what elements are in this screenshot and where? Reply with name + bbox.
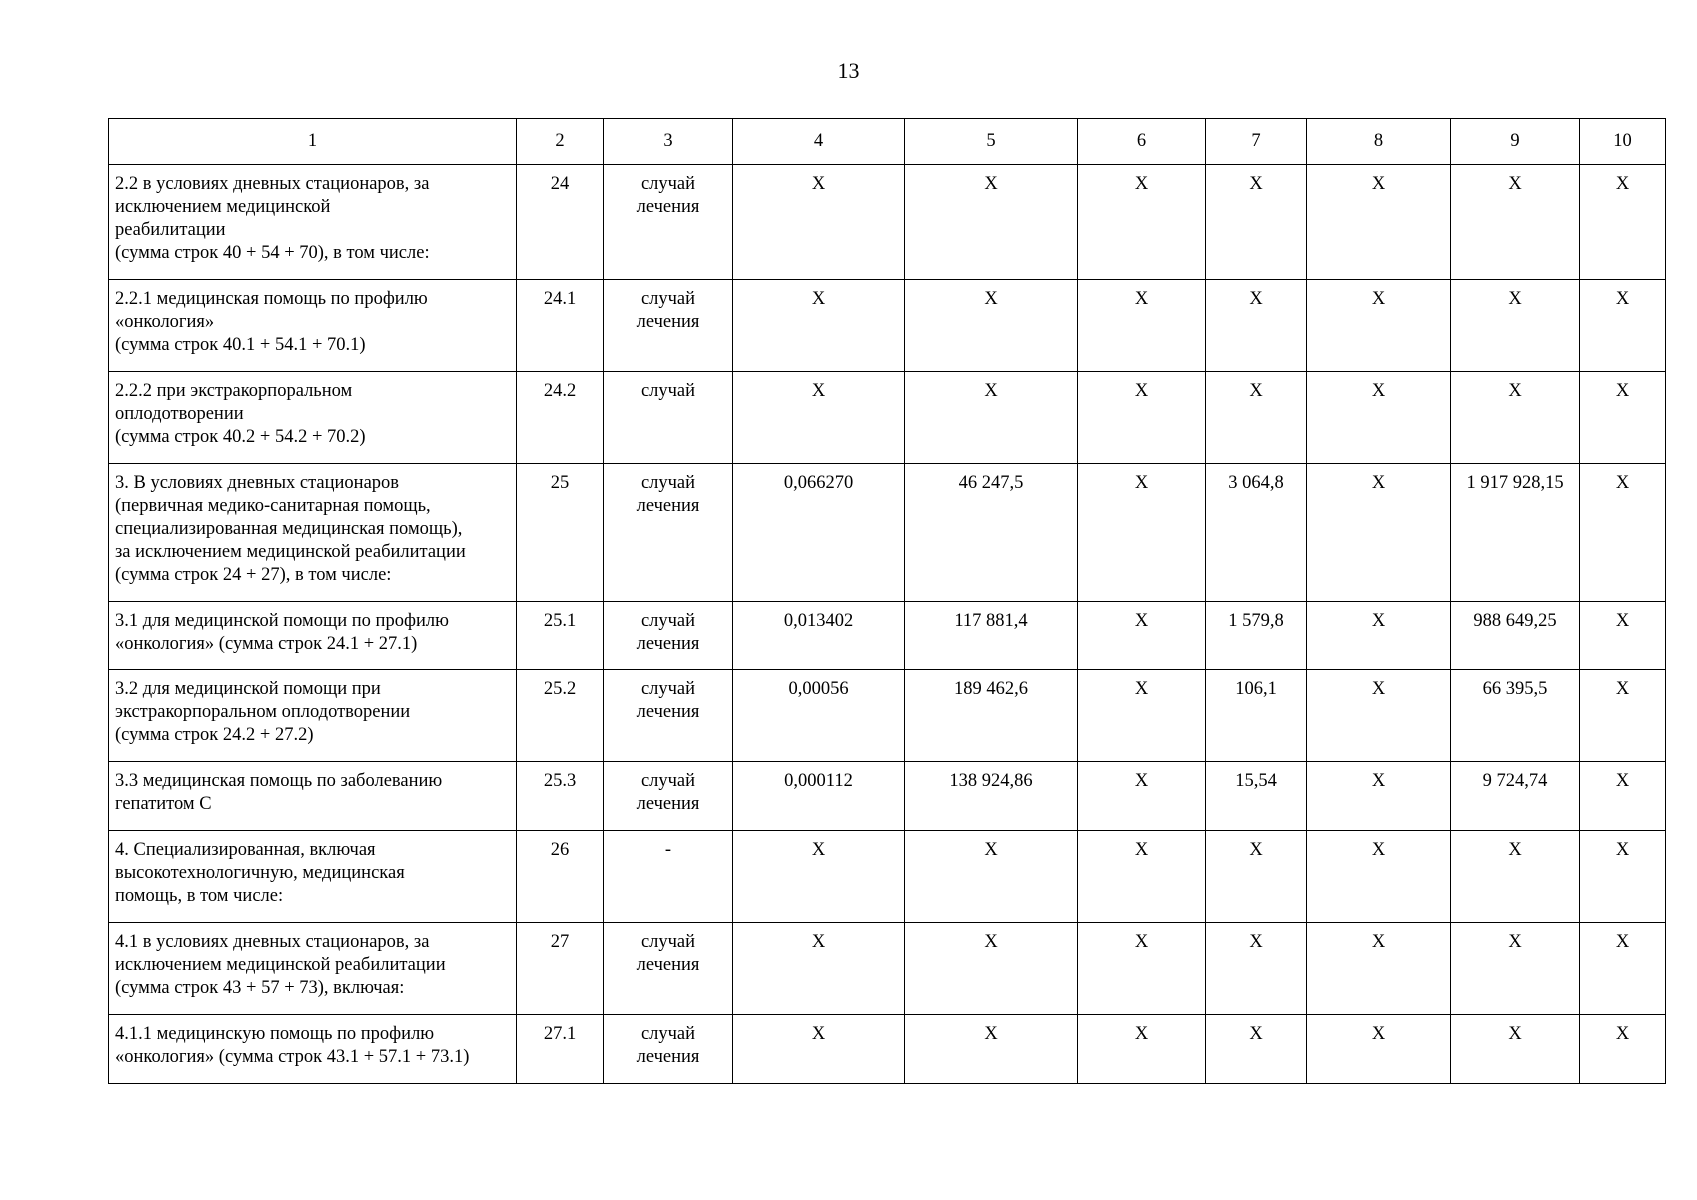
cell-col10: X xyxy=(1580,831,1666,923)
cell-col10: X xyxy=(1580,280,1666,372)
cell-col5: 189 462,6 xyxy=(905,670,1078,762)
cell-col4: X xyxy=(733,1015,905,1084)
row-label: 2.2 в условиях дневных стационаров, за исключением медицинской реабилитации (сумма строк 40 + 54 + 70), в том числе: xyxy=(109,165,517,280)
cell-col5: 138 924,86 xyxy=(905,762,1078,831)
cell-col5: X xyxy=(905,1015,1078,1084)
row-label: 4.1.1 медицинскую помощь по профилю «онкология» (сумма строк 43.1 + 57.1 + 73.1) xyxy=(109,1015,517,1084)
cell-col7: X xyxy=(1206,1015,1307,1084)
cell-col9: X xyxy=(1451,280,1580,372)
column-header: 7 xyxy=(1206,119,1307,165)
cell-col8: X xyxy=(1307,1015,1451,1084)
column-header: 2 xyxy=(517,119,604,165)
cell-col8: X xyxy=(1307,602,1451,670)
cell-col6: X xyxy=(1078,670,1206,762)
cell-col6: X xyxy=(1078,831,1206,923)
cell-col4: X xyxy=(733,165,905,280)
cell-col6: X xyxy=(1078,372,1206,464)
table-row xyxy=(109,280,1666,372)
cell-col8: X xyxy=(1307,831,1451,923)
table-row xyxy=(109,602,1666,670)
cell-col9: X xyxy=(1451,831,1580,923)
header-row xyxy=(109,119,1666,165)
cell-col7: 3 064,8 xyxy=(1206,464,1307,602)
column-header: 4 xyxy=(733,119,905,165)
cell-col8: X xyxy=(1307,372,1451,464)
row-code: 24.1 xyxy=(517,280,604,372)
cell-col7: 15,54 xyxy=(1206,762,1307,831)
row-unit: случай лечения xyxy=(604,923,733,1015)
row-unit: - xyxy=(604,831,733,923)
cell-col10: X xyxy=(1580,670,1666,762)
cell-col4: 0,066270 xyxy=(733,464,905,602)
row-unit: случай лечения xyxy=(604,464,733,602)
cell-col4: 0,00056 xyxy=(733,670,905,762)
column-header: 3 xyxy=(604,119,733,165)
row-code: 24.2 xyxy=(517,372,604,464)
cell-col6: X xyxy=(1078,464,1206,602)
cell-col5: X xyxy=(905,372,1078,464)
row-label: 3.3 медицинская помощь по заболеванию гепатитом С xyxy=(109,762,517,831)
cell-col10: X xyxy=(1580,762,1666,831)
cell-col5: 117 881,4 xyxy=(905,602,1078,670)
cell-col10: X xyxy=(1580,923,1666,1015)
table-row xyxy=(109,762,1666,831)
row-label: 4.1 в условиях дневных стационаров, за исключением медицинской реабилитации (сумма строк 43 + 57 + 73), включая: xyxy=(109,923,517,1015)
table-row xyxy=(109,670,1666,762)
cell-col7: 1 579,8 xyxy=(1206,602,1307,670)
row-unit: случай лечения xyxy=(604,165,733,280)
cell-col9: X xyxy=(1451,1015,1580,1084)
cell-col4: 0,013402 xyxy=(733,602,905,670)
cell-col8: X xyxy=(1307,280,1451,372)
row-label: 3.1 для медицинской помощи по профилю «онкология» (сумма строк 24.1 + 27.1) xyxy=(109,602,517,670)
column-header: 5 xyxy=(905,119,1078,165)
cell-col10: X xyxy=(1580,464,1666,602)
column-header: 8 xyxy=(1307,119,1451,165)
cell-col4: X xyxy=(733,372,905,464)
data-table xyxy=(108,118,1666,1084)
cell-col8: X xyxy=(1307,762,1451,831)
row-unit: случай лечения xyxy=(604,762,733,831)
cell-col9: 9 724,74 xyxy=(1451,762,1580,831)
cell-col4: X xyxy=(733,280,905,372)
column-header: 1 xyxy=(109,119,517,165)
row-code: 26 xyxy=(517,831,604,923)
cell-col9: 66 395,5 xyxy=(1451,670,1580,762)
cell-col10: X xyxy=(1580,165,1666,280)
row-code: 27 xyxy=(517,923,604,1015)
row-code: 25.3 xyxy=(517,762,604,831)
table-row xyxy=(109,831,1666,923)
cell-col8: X xyxy=(1307,464,1451,602)
column-header: 9 xyxy=(1451,119,1580,165)
cell-col5: 46 247,5 xyxy=(905,464,1078,602)
cell-col6: X xyxy=(1078,280,1206,372)
cell-col9: X xyxy=(1451,165,1580,280)
cell-col7: X xyxy=(1206,280,1307,372)
cell-col5: X xyxy=(905,831,1078,923)
page-number: 13 xyxy=(837,58,860,83)
table-row xyxy=(109,165,1666,280)
row-label: 2.2.2 при экстракорпоральном оплодотворении (сумма строк 40.2 + 54.2 + 70.2) xyxy=(109,372,517,464)
cell-col10: X xyxy=(1580,602,1666,670)
row-unit: случай лечения xyxy=(604,670,733,762)
cell-col7: X xyxy=(1206,372,1307,464)
cell-col9: 988 649,25 xyxy=(1451,602,1580,670)
row-label: 3.2 для медицинской помощи при экстракорпоральном оплодотворении (сумма строк 24.2 + 27.2) xyxy=(109,670,517,762)
table-row xyxy=(109,464,1666,602)
cell-col6: X xyxy=(1078,762,1206,831)
cell-col8: X xyxy=(1307,165,1451,280)
cell-col8: X xyxy=(1307,923,1451,1015)
cell-col10: X xyxy=(1580,1015,1666,1084)
row-code: 27.1 xyxy=(517,1015,604,1084)
cell-col4: 0,000112 xyxy=(733,762,905,831)
row-unit: случай xyxy=(604,372,733,464)
cell-col6: X xyxy=(1078,923,1206,1015)
row-code: 25 xyxy=(517,464,604,602)
cell-col5: X xyxy=(905,165,1078,280)
row-code: 24 xyxy=(517,165,604,280)
table-row xyxy=(109,923,1666,1015)
cell-col5: X xyxy=(905,923,1078,1015)
row-code: 25.1 xyxy=(517,602,604,670)
cell-col4: X xyxy=(733,831,905,923)
row-label: 4. Специализированная, включая высокотехнологичную, медицинская помощь, в том числе: xyxy=(109,831,517,923)
row-label: 2.2.1 медицинская помощь по профилю «онкология» (сумма строк 40.1 + 54.1 + 70.1) xyxy=(109,280,517,372)
cell-col9: X xyxy=(1451,923,1580,1015)
cell-col8: X xyxy=(1307,670,1451,762)
row-unit: случай лечения xyxy=(604,1015,733,1084)
cell-col7: 106,1 xyxy=(1206,670,1307,762)
cell-col6: X xyxy=(1078,602,1206,670)
cell-col4: X xyxy=(733,923,905,1015)
row-label: 3. В условиях дневных стационаров (первичная медико-санитарная помощь, специализированная медицинская помощь), за исключением медицинской реабилитации (сумма строк 24 + 27), в том числе: xyxy=(109,464,517,602)
table-row xyxy=(109,372,1666,464)
cell-col6: X xyxy=(1078,165,1206,280)
column-header: 10 xyxy=(1580,119,1666,165)
cell-col7: X xyxy=(1206,923,1307,1015)
table-row xyxy=(109,1015,1666,1084)
row-unit: случай лечения xyxy=(604,280,733,372)
cell-col9: X xyxy=(1451,372,1580,464)
row-code: 25.2 xyxy=(517,670,604,762)
cell-col10: X xyxy=(1580,372,1666,464)
cell-col9: 1 917 928,15 xyxy=(1451,464,1580,602)
column-header: 6 xyxy=(1078,119,1206,165)
row-unit: случай лечения xyxy=(604,602,733,670)
cell-col7: X xyxy=(1206,831,1307,923)
cell-col7: X xyxy=(1206,165,1307,280)
cell-col5: X xyxy=(905,280,1078,372)
cell-col6: X xyxy=(1078,1015,1206,1084)
